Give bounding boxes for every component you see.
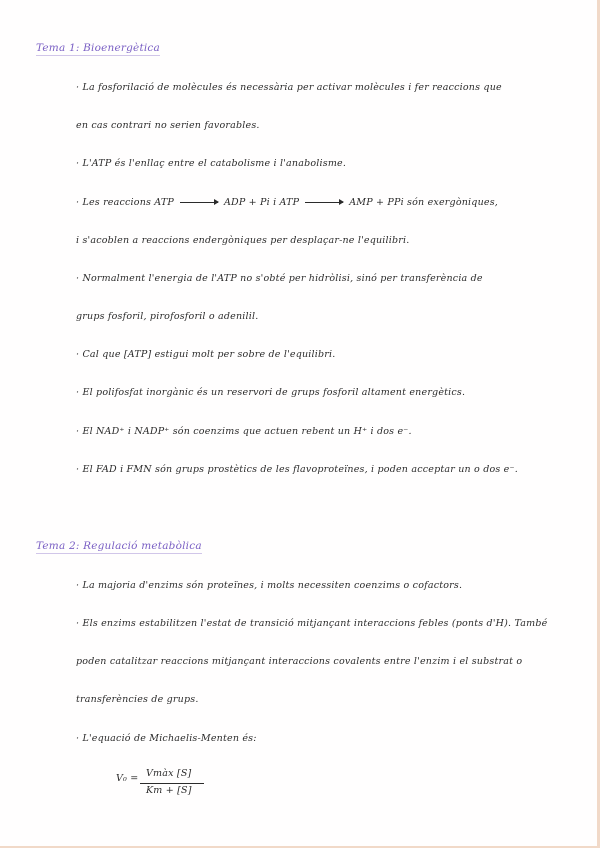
reaction-text-b: ADP + Pi i ATP bbox=[223, 197, 300, 208]
note-line: · La fosforilació de molècules és necessària per activar molècules i fer reaccions que bbox=[76, 82, 502, 93]
equation-fraction-bar bbox=[140, 783, 204, 784]
note-line: · El polifosfat inorgànic és un reservori de grups fosforil altament energètics. bbox=[76, 387, 466, 398]
note-line: poden catalitzar reaccions mitjançant interaccions covalents entre l'enzim i el substrat o bbox=[76, 656, 523, 667]
note-line: · El NAD⁺ i NADP⁺ són coenzims que actuen rebent un H⁺ i dos e⁻. bbox=[76, 426, 412, 437]
reaction-arrow-icon bbox=[305, 202, 343, 203]
note-line: · La majoria d'enzims són proteïnes, i molts necessiten coenzims o cofactors. bbox=[76, 580, 463, 591]
reaction-arrow-icon bbox=[180, 202, 218, 203]
equation-numerator: Vmàx [S] bbox=[146, 768, 192, 779]
note-line: · L'equació de Michaelis-Menten és: bbox=[76, 733, 257, 744]
section-title-bioenergetica: Tema 1: Bioenergètica bbox=[36, 42, 160, 54]
note-line-reactions bbox=[76, 197, 498, 208]
note-line: · Normalment l'energia de l'ATP no s'obté per hidròlisi, sinó per transferència de bbox=[76, 273, 483, 284]
reaction-text-a: · Les reaccions ATP bbox=[76, 197, 174, 208]
note-line: i s'acoblen a reaccions endergòniques per desplaçar-ne l'equilibri. bbox=[76, 235, 410, 246]
reaction-text-c: AMP + PPi són exergòniques, bbox=[349, 197, 499, 208]
note-line: · El FAD i FMN són grups prostètics de les flavoproteïnes, i poden acceptar un o dos e⁻. bbox=[76, 464, 518, 475]
note-line: en cas contrari no serien favorables. bbox=[76, 120, 260, 131]
note-line: grups fosforil, pirofosforil o adenilil. bbox=[76, 311, 259, 322]
note-line: · Els enzims estabilitzen l'estat de transició mitjançant interaccions febles (ponts d'H). També bbox=[76, 618, 548, 629]
equation-denominator: Km + [S] bbox=[146, 785, 192, 796]
note-line: · Cal que [ATP] estigui molt per sobre de l'equilibri. bbox=[76, 349, 336, 360]
equation-lhs: V₀ = bbox=[116, 773, 139, 784]
note-line: transferències de grups. bbox=[76, 694, 199, 705]
section-title-regulacio: Tema 2: Regulació metabòlica bbox=[36, 540, 202, 552]
note-line: · L'ATP és l'enllaç entre el catabolisme i l'anabolisme. bbox=[76, 158, 347, 169]
